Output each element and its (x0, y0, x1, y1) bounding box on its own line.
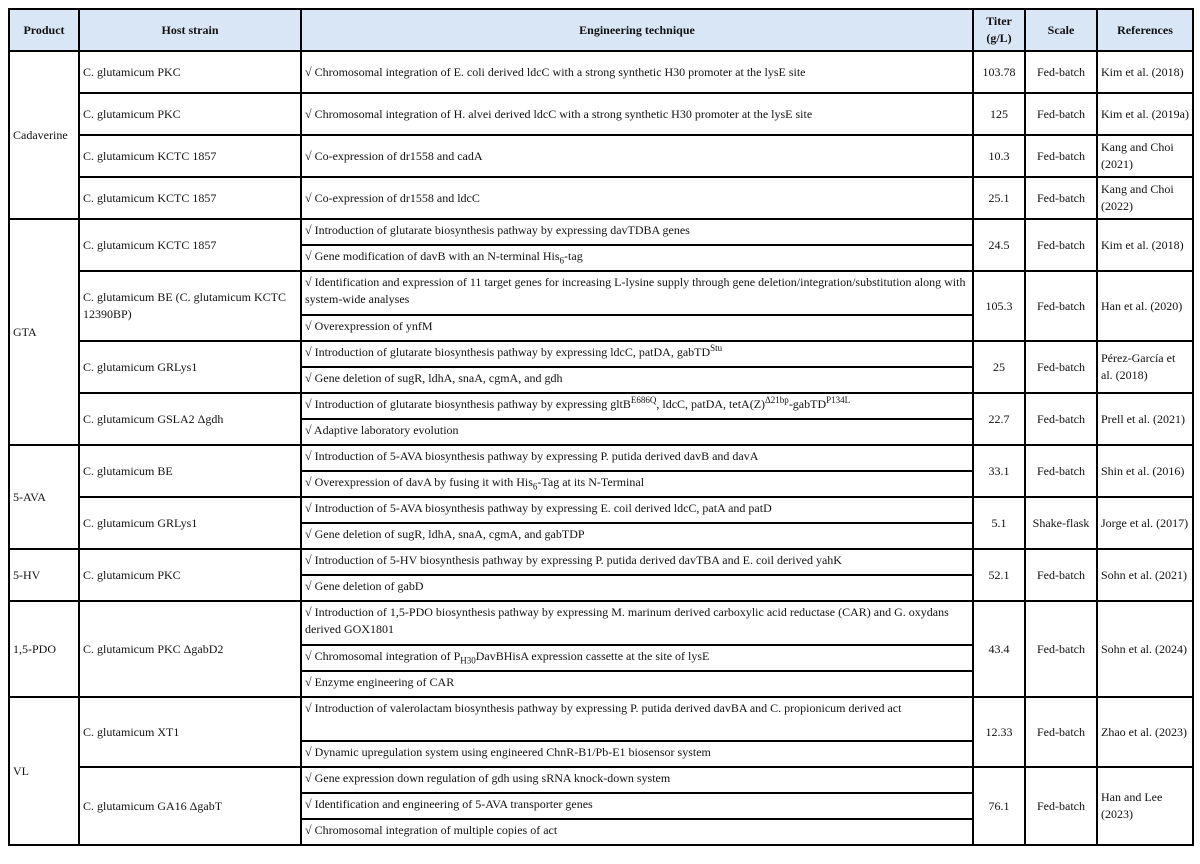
product-cell: GTA (9, 219, 79, 445)
host-cell: C. glutamicum GA16 ΔgabT (79, 767, 301, 845)
host-cell: C. glutamicum KCTC 1857 (79, 219, 301, 271)
titer-cell: 10.3 (973, 135, 1025, 177)
technique-line: √ Identification and engineering of 5-AVA transporter genes (305, 797, 593, 811)
host-cell: C. glutamicum GSLA2 Δgdh (79, 393, 301, 445)
technique-line: √ Chromosomal integration of P (305, 649, 461, 663)
titer-cell: 76.1 (973, 767, 1025, 845)
scale-cell: Fed-batch (1025, 93, 1097, 135)
reference-cell: Jorge et al. (2017) (1097, 497, 1193, 549)
scale-cell: Fed-batch (1025, 549, 1097, 601)
technique-line: √ Chromosomal integration of multiple copies of act (305, 823, 558, 837)
technique-line: √ Co-expression of dr1558 and ldcC (305, 190, 480, 205)
host-cell: C. glutamicum BE (C. glutamicum KCTC 12390BP) (79, 271, 301, 341)
scale-cell: Fed-batch (1025, 135, 1097, 177)
scale-cell: Fed-batch (1025, 51, 1097, 93)
technique-line: √ Introduction of glutarate biosynthesis pathway by expressing gltB (305, 397, 631, 411)
table-row (9, 341, 1193, 393)
host-cell: C. glutamicum PKC (79, 549, 301, 601)
technique-line: √ Dynamic upregulation system using engineered ChnR-B1/Pb-E1 biosensor system (305, 745, 711, 759)
technique-line-suffix: -Tag at its N-Terminal (537, 475, 645, 489)
subscript: 6 (559, 255, 565, 266)
technique-line: √ Adaptive laboratory evolution (305, 423, 459, 437)
table-row (9, 177, 1193, 219)
scale-cell: Fed-batch (1025, 767, 1097, 845)
titer-cell: 33.1 (973, 445, 1025, 497)
table-row (9, 549, 1193, 601)
scale-cell: Fed-batch (1025, 601, 1097, 697)
product-cell: Cadaverine (9, 51, 79, 219)
host-cell: C. glutamicum KCTC 1857 (79, 177, 301, 219)
scale-cell: Fed-batch (1025, 393, 1097, 445)
header-product: Product (9, 9, 79, 51)
scale-cell: Fed-batch (1025, 445, 1097, 497)
table-row (9, 601, 1193, 697)
technique-line-suffix: -tag (564, 249, 583, 263)
scale-cell: Fed-batch (1025, 177, 1097, 219)
reference-cell: Zhao et al. (2023) (1097, 697, 1193, 767)
scale-cell: Fed-batch (1025, 341, 1097, 393)
subscript: H30 (460, 655, 476, 666)
host-cell: C. glutamicum PKC (79, 51, 301, 93)
technique-line: √ Overexpression of ynfM (305, 319, 433, 333)
product-cell: 5-HV (9, 549, 79, 601)
superscript: E686Q (630, 395, 657, 405)
technique-line: √ Introduction of 5-AVA biosynthesis pathway by expressing P. putida derived davB and davA (305, 449, 759, 463)
scale-cell: Fed-batch (1025, 697, 1097, 767)
reference-cell: Kang and Choi (2022) (1097, 177, 1193, 219)
scale-cell: Fed-batch (1025, 271, 1097, 341)
header-titer: Titer (g/L) (973, 9, 1025, 51)
table-row (9, 697, 1193, 767)
technique-line-part: -gabTD (788, 397, 827, 411)
header-references: References (1097, 9, 1193, 51)
table-row (9, 271, 1193, 341)
table-row (9, 393, 1193, 445)
technique-line: √ Overexpression of davA by fusing it with His (305, 475, 533, 489)
technique-cell (301, 393, 973, 445)
technique-cell (301, 549, 973, 601)
titer-cell: 105.3 (973, 271, 1025, 341)
subscript: 6 (532, 481, 538, 492)
superscript: Stu (710, 343, 723, 353)
superscript: Δ21bp (765, 395, 789, 405)
technique-line: √ Gene modification of davB with an N-terminal His (305, 249, 560, 263)
table-row (9, 135, 1193, 177)
technique-line: √ Gene deletion of sugR, ldhA, snaA, cgmA, and gdh (305, 371, 563, 385)
engineering-table (8, 8, 1194, 846)
titer-cell: 12.33 (973, 697, 1025, 767)
technique-line: √ Introduction of 5-AVA biosynthesis pathway by expressing E. coil derived ldcC, patA and patD (305, 501, 772, 515)
table-row (9, 497, 1193, 549)
technique-cell (301, 445, 973, 497)
table-row (9, 93, 1193, 135)
header-scale: Scale (1025, 9, 1097, 51)
technique-line: √ Gene expression down regulation of gdh using sRNA knock-down system (305, 771, 671, 785)
technique-line: √ Introduction of valerolactam biosynthesis pathway by expressing P. putida derived davBA and C. propionicum derived act (305, 701, 902, 715)
technique-cell (301, 177, 973, 219)
technique-line: √ Gene deletion of gabD (305, 579, 424, 593)
table-row (9, 767, 1193, 845)
technique-cell (301, 601, 973, 697)
technique-line: √ Introduction of glutarate biosynthesis pathway by expressing davTDBA genes (305, 223, 690, 237)
titer-cell: 52.1 (973, 549, 1025, 601)
reference-cell: Sohn et al. (2021) (1097, 549, 1193, 601)
superscript: P134L (826, 395, 851, 405)
titer-cell: 22.7 (973, 393, 1025, 445)
titer-cell: 125 (973, 93, 1025, 135)
reference-cell: Han and Lee (2023) (1097, 767, 1193, 845)
reference-cell: Kim et al. (2018) (1097, 219, 1193, 271)
technique-cell (301, 767, 973, 845)
titer-cell: 5.1 (973, 497, 1025, 549)
reference-cell: Han et al. (2020) (1097, 271, 1193, 341)
technique-line: √ Introduction of 5-HV biosynthesis pathway by expressing P. putida derived davTBA and E. coil derived yahK (305, 553, 842, 567)
product-cell: VL (9, 697, 79, 845)
table-container (8, 8, 1192, 846)
technique-cell (301, 93, 973, 135)
technique-line: √ Gene deletion of sugR, ldhA, snaA, cgmA, and gabTDP (305, 527, 585, 541)
technique-line: √ Chromosomal integration of E. coli derived ldcC with a strong synthetic H30 promoter at the lysE site (305, 64, 806, 79)
table-row (9, 445, 1193, 497)
scale-cell: Fed-batch (1025, 219, 1097, 271)
reference-cell: Kang and Choi (2021) (1097, 135, 1193, 177)
technique-line: √ Identification and expression of 11 target genes for increasing L-lysine supply through gene deletion/integration/substitution along with system-wide analyses (305, 275, 966, 306)
host-cell: C. glutamicum BE (79, 445, 301, 497)
header-row (9, 9, 1193, 51)
technique-cell (301, 497, 973, 549)
titer-cell: 25.1 (973, 177, 1025, 219)
reference-cell: Pérez-García et al. (2018) (1097, 341, 1193, 393)
product-cell: 5-AVA (9, 445, 79, 549)
host-cell: C. glutamicum GRLys1 (79, 497, 301, 549)
technique-cell (301, 341, 973, 393)
technique-line: √ Introduction of 1,5-PDO biosynthesis pathway by expressing M. marinum derived carboxylic acid reductase (CAR) and G. oxydans derived GOX1801 (305, 605, 949, 636)
technique-line: √ Chromosomal integration of H. alvei derived ldcC with a strong synthetic H30 promoter at the lysE site (305, 106, 813, 121)
table-row (9, 51, 1193, 93)
reference-cell: Kim et al. (2018) (1097, 51, 1193, 93)
header-host-strain: Host strain (79, 9, 301, 51)
host-cell: C. glutamicum GRLys1 (79, 341, 301, 393)
host-cell: C. glutamicum KCTC 1857 (79, 135, 301, 177)
reference-cell: Prell et al. (2021) (1097, 393, 1193, 445)
product-cell: 1,5-PDO (9, 601, 79, 697)
technique-cell (301, 51, 973, 93)
reference-cell: Shin et al. (2016) (1097, 445, 1193, 497)
host-cell: C. glutamicum XT1 (79, 697, 301, 767)
header-engineering-technique: Engineering technique (301, 9, 973, 51)
technique-cell (301, 697, 973, 767)
reference-cell: Kim et al. (2019a) (1097, 93, 1193, 135)
technique-cell (301, 271, 973, 341)
technique-line: √ Co-expression of dr1558 and cadA (305, 148, 483, 163)
technique-cell (301, 219, 973, 271)
titer-cell: 24.5 (973, 219, 1025, 271)
host-cell: C. glutamicum PKC (79, 93, 301, 135)
titer-cell: 25 (973, 341, 1025, 393)
technique-line: √ Enzyme engineering of CAR (305, 675, 455, 689)
table-row (9, 219, 1193, 271)
host-cell: C. glutamicum PKC ΔgabD2 (79, 601, 301, 697)
technique-line-suffix: DavBHisA expression cassette at the site of lysE (475, 649, 710, 663)
reference-cell: Sohn et al. (2024) (1097, 601, 1193, 697)
technique-line: √ Introduction of glutarate biosynthesis pathway by expressing ldcC, patDA, gabTD (305, 345, 711, 359)
titer-cell: 43.4 (973, 601, 1025, 697)
titer-cell: 103.78 (973, 51, 1025, 93)
technique-cell (301, 135, 973, 177)
scale-cell: Shake-flask (1025, 497, 1097, 549)
technique-line-part: , ldcC, patDA, tetA(Z) (656, 397, 766, 411)
